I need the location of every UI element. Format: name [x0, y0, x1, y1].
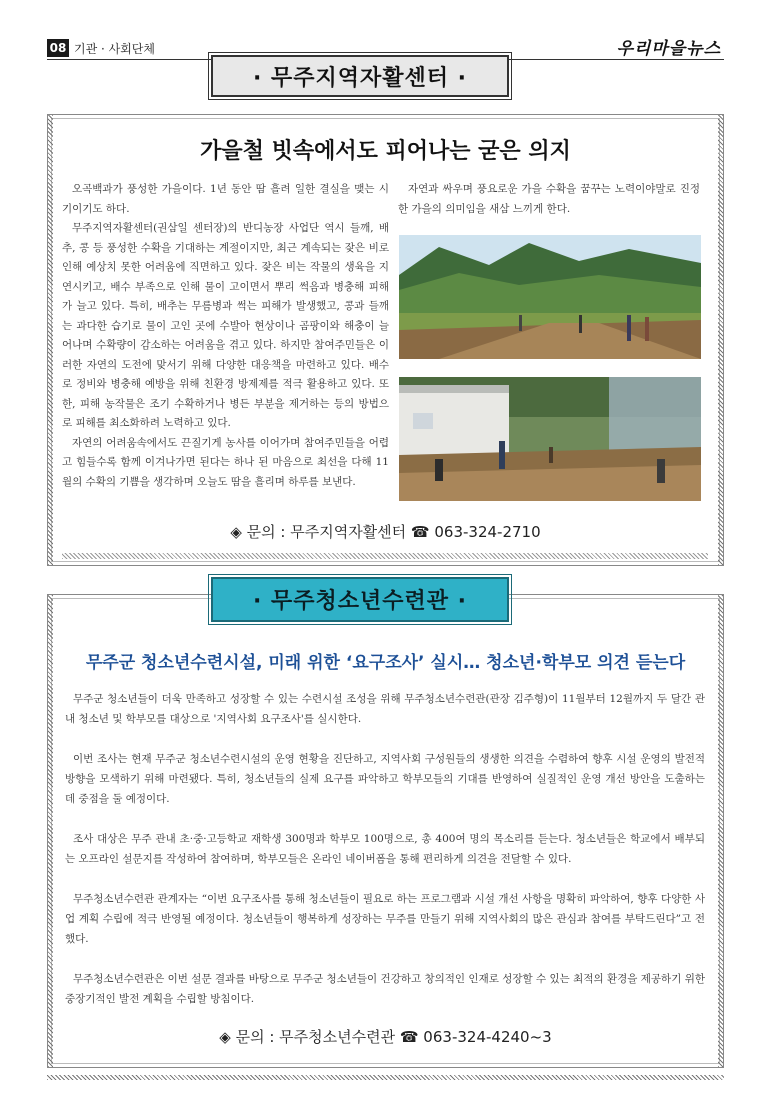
page-number: 08 — [47, 39, 69, 57]
masthead-logo: 우리마을뉴스 — [616, 39, 721, 59]
article1-left-column — [62, 180, 389, 492]
article2-body — [65, 689, 705, 1029]
article1-paragraph: 무주지역자활센터(권삼일 센터장)의 반디농장 사업단 역시 들깨, 배추, 콩 등 풍성한 수확을 기대하는 계절이지만, 최근 계속되는 잦은 비로 인해 예상치 못한 어려움에 직면하고 있다. 잦은 비는 작물의 생육을 지연시키고, 배수 부족으로 인해 물이 고이면서 뿌리 썩음과 병충해 피해가 늘고 있다. 특히, 배추는 무름병과 썩는 피해가 발생했고, 콩과 들깨는 과다한 습기로 물이 고인 곳에 수발아 현상이나 곰팡이와 해충이 늘어나며 수확량이 감소하는 어려움을 겪고 있다. 하지만 참여주민들은 이러한 자연의 도전에 맞서기 위해 다양한 대응책을 마련하고 있다. 배수로 정비와 병충해 예방을 위해 친환경 방제제를 적극 활용하고 있다. 또한, 피해 농작물은 조기 수확하거나 병든 부분을 제거하는 등의 방법으로 피해를 최소화하려 노력하고 있다. — [62, 222, 389, 429]
article2-banner: · 무주청소년수련관 · — [211, 577, 509, 622]
article1-headline: 가을철 빗속에서도 피어나는 굳은 의지 — [200, 139, 571, 164]
article1-right-column — [398, 180, 700, 219]
bottom-rule — [47, 1075, 724, 1080]
article1-paragraph: 자연과 싸우며 풍요로운 가을 수확을 꿈꾸는 노력이야말로 진정한 가을의 의미임을 새삼 느끼게 한다. — [398, 183, 700, 215]
farm-work-photo-image — [399, 377, 701, 501]
article1-paragraph: 오곡백과가 풍성한 가을이다. 1년 동안 땀 흘려 일한 결실을 맺는 시기이기도 하다. — [62, 183, 389, 215]
section-divider — [62, 553, 708, 559]
article1-banner: · 무주지역자활센터 · — [211, 55, 509, 97]
article2-paragraph: 이번 조사는 현재 무주군 청소년수련시설의 운영 현황을 진단하고, 지역사회 구성원들의 생생한 의견을 수렴하여 향후 시설 운영의 발전적 방향을 모색하기 위해 마련됐다. 특히, 청소년들의 실제 요구를 파악하고 학부모들의 기대를 반영하여 실질적인 운영 개선 방안을 도출하는 데 중점을 둘 예정이다. — [65, 753, 705, 805]
field-photo-image — [399, 235, 701, 359]
article2-paragraph: 조사 대상은 무주 관내 초·중·고등학교 재학생 300명과 학부모 100명으로, 총 400여 명의 목소리를 듣는다. 청소년들은 학교에서 배부되는 오프라인 설문지를 작성하여 참여하며, 학부모들은 온라인 네이버폼을 통해 편리하게 의견을 전달할 수 있다. — [65, 833, 705, 865]
field-photo — [399, 235, 701, 359]
article2-paragraph: 무주청소년수련관 관계자는 “이번 요구조사를 통해 청소년들이 필요로 하는 프로그램과 시설 개선 사항을 명확히 파악하여, 향후 다양한 사업 계획 수립에 적극 반영될 예정이다. 청소년들이 행복하게 성장하는 무주를 만들기 위해 지역사회의 많은 관심과 참여를 부탁드린다”고 전했다. — [65, 893, 705, 945]
article1-contact: ◈ 문의 : 무주지역자활센터 ☎ 063-324-2710 — [230, 523, 541, 541]
article1-paragraph: 자연의 어려움속에서도 끈질기게 농사를 이어가며 참여주민들을 어렵고 힘들수록 함께 이겨나가면 된다는 하나 된 마음으로 최선을 다해 11월의 수확의 기쁨을 생각하며 오늘도 땀을 흘리며 하루를 보낸다. — [62, 436, 389, 488]
article2-paragraph: 무주군 청소년들이 더욱 만족하고 성장할 수 있는 수련시설 조성을 위해 무주청소년수련관(관장 김주형)이 11월부터 12월까지 두 달간 관내 청소년 및 학부모를 대상으로 '지역사회 요구조사'를 실시한다. — [65, 693, 705, 725]
article2-contact: ◈ 문의 : 무주청소년수련관 ☎ 063-324-4240~3 — [219, 1028, 552, 1046]
section-label: 기관 · 사회단체 — [74, 42, 155, 56]
article2-paragraph: 무주청소년수련관은 이번 설문 결과를 바탕으로 무주군 청소년들이 건강하고 창의적인 인재로 성장할 수 있는 최적의 환경을 제공하기 위한 중장기적인 발전 계획을 수립할 방침이다. — [65, 973, 705, 1005]
article2-headline: 무주군 청소년수련시설, 미래 위한 ‘요구조사’ 실시… 청소년·학부모 의견 듣는다 — [85, 653, 686, 673]
farm-work-photo — [399, 377, 701, 501]
